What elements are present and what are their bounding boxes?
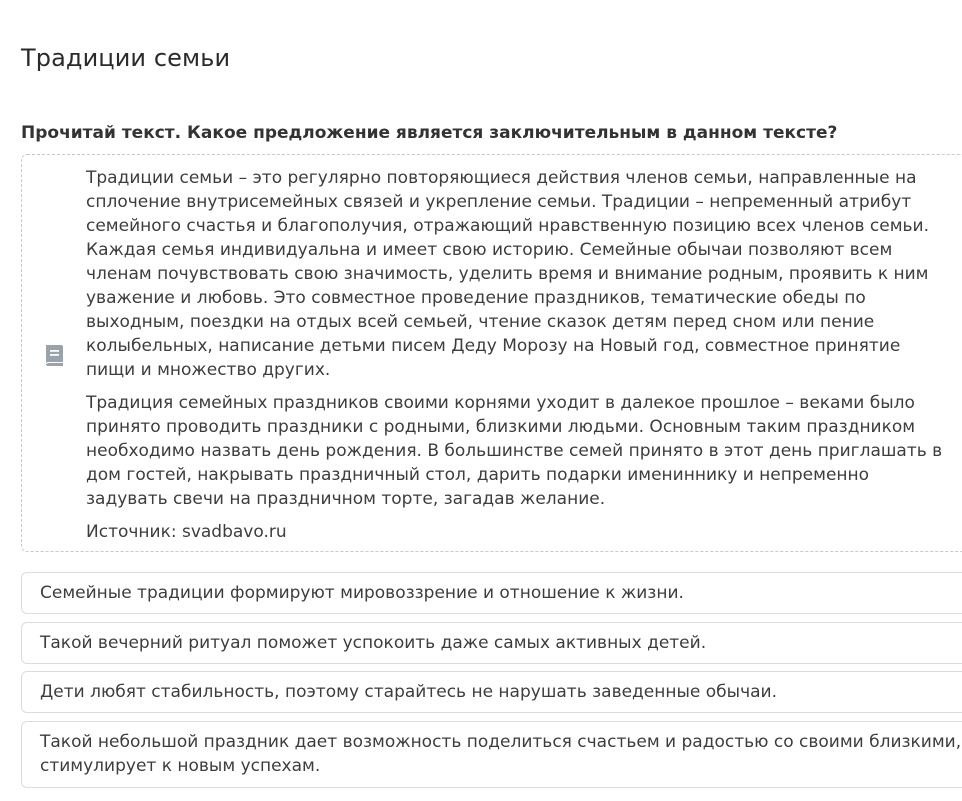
reading-paragraph: Традиция семейных праздников своими корнями уходит в далекое прошлое – веками было принято проводить праздники с родными, близкими людьми. Основным таким праздником необходимо назвать день рождения. В большинстве семей принято в этот день приглашать в дом гостей, накрывать праздничный стол, дарить подарки имениннику и непременно задувать свечи на праздничном торте, загадав желание. [86, 393, 943, 509]
answer-option-4[interactable]: Такой небольшой праздник дает возможность поделиться счастьем и радостью со своими близкими, стимулирует к новым успехам. [21, 721, 962, 788]
reading-paragraph: Традиции семьи – это регулярно повторяющиеся действия членов семьи, направленные на сплочение внутрисемейных связей и укрепление семьи. Традиции – непременный атрибут семейного счастья и благополучия, отражающий нравственную позицию всех членов семьи. Каждая семья индивидуальна и имеет свою историю. Семейные обычаи позволяют всем членам почувствовать свою значимость, уделить время и внимание родным, проявить к ним уважение и любовь. Это совместное проведение праздников, тематические обеды по выходным, поездки на отдых всей семьей, чтение сказок детям перед сном или пение колыбельных, написание детьми писем Деду Морозу на Новый год, совместное принятие пищи и множество других. [86, 168, 929, 380]
page-title: Традиции семьи [21, 44, 231, 72]
question-text: Прочитай текст. Какое предложение является заключительным в данном тексте? [21, 123, 838, 143]
answer-option-3[interactable]: Дети любят стабильность, поэтому старайтесь не нарушать заведенные обычаи. [21, 671, 962, 713]
reading-text [86, 166, 946, 552]
book-icon [40, 341, 68, 369]
reading-source: Источник: svadbavo.ru [86, 522, 287, 542]
answer-option-1[interactable]: Семейные традиции формируют мировоззрение и отношение к жизни. [21, 572, 962, 614]
reading-passage [21, 154, 962, 552]
answer-option-2[interactable]: Такой вечерний ритуал поможет успокоить даже самых активных детей. [21, 622, 962, 664]
